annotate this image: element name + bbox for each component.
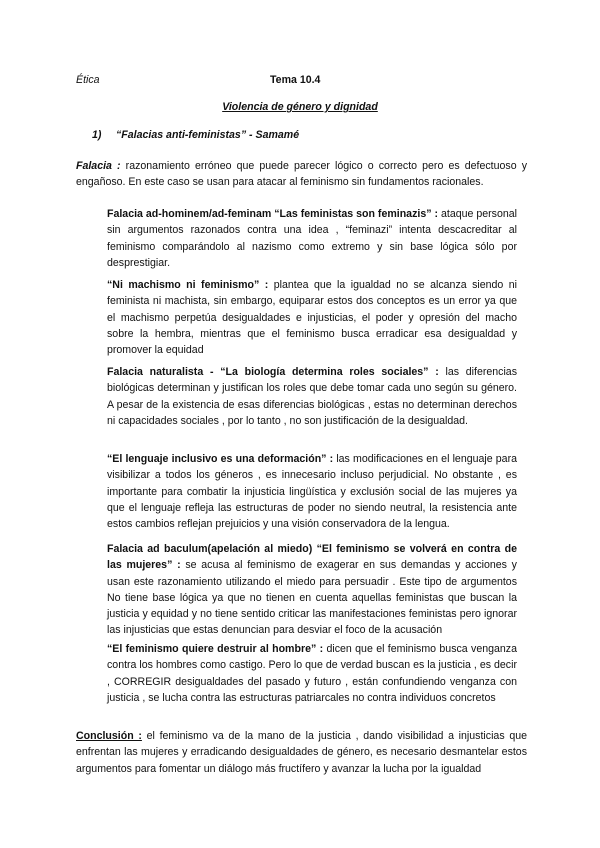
fallacy-heading: “Ni machismo ni feminismo” : xyxy=(107,279,269,291)
fallacy-item xyxy=(107,451,517,532)
fallacy-heading: “El lenguaje inclusivo es una deformación” : xyxy=(107,453,334,465)
section-heading xyxy=(92,127,299,143)
conclusion-text: el feminismo va de la mano de la justicia , dando visibilidad a injusticias que enfrentan las mujeres y erradicando desigualdades de género, es necesario desmantelar estos argumentos para fomentar un diálogo más fructífero y avanzar la lucha por la igualdad xyxy=(76,730,527,775)
fallacy-heading: Falacia ad baculum(apelación al miedo) “El feminismo se volverá en contra de las mujeres” : xyxy=(107,543,517,572)
topic-number: Tema 10.4 xyxy=(270,74,321,86)
fallacy-heading: “El feminismo quiere destruir al hombre” : xyxy=(107,643,324,655)
fallacy-text: las modificaciones en el lenguaje para visibilizar a todos los géneros , es innecesario incluso perjudicial. No obstante , es importante para combatir la injusticia lingüística y exclusión social de las mujeres ya que el lenguaje refleja las estructuras de poder no siendo neutral, la resistencia ante estos cambios reflejan prejuicios y una visión conservadora de la lengua. xyxy=(107,453,517,531)
fallacy-item xyxy=(107,641,517,706)
fallacy-text: ataque personal sin argumentos razonados contra una idea , “feminazi” intenta descacreditar al feminismo comparándolo al nazismo como extremo y sin base lógica sólo por desprestigiar. xyxy=(107,208,517,269)
conclusion-paragraph xyxy=(76,728,527,777)
fallacy-text: se acusa al feminismo de exagerar en sus demandas y acciones y usan este razonamiento utilizando el miedo para persuadir . Este tipo de argumentos No tiene base lógica ya que no tienen en cuenta aquellas feministas que buscan la justicia y equidad y no tiene sentido criticar las manifestaciones feministas pero ignorar las injusticias que estas denuncian para desviar el foco de la acusación xyxy=(107,559,517,637)
intro-term: Falacia : xyxy=(76,160,121,172)
fallacy-text: plantea que la igualdad no se alcanza siendo ni feminista ni machista, sin embargo, equiparar estos dos conceptos es un error ya que el machismo perpetúa desigualdades e injusticias, el poder y opresión del macho sobre la hembra, mientras que el feminismo busca erradicar esa desigualdad y promover la equidad xyxy=(107,279,517,357)
conclusion-label: Conclusión : xyxy=(76,730,142,742)
intro-text: razonamiento erróneo que puede parecer lógico o correcto pero es defectuoso y engañoso. En este caso se usan para atacar al feminismo sin fundamentos racionales. xyxy=(76,160,527,189)
fallacy-item xyxy=(107,541,517,639)
fallacy-item xyxy=(107,364,517,429)
fallacy-heading: Falacia ad-hominem/ad-feminam “Las feministas son feminazis” : xyxy=(107,208,439,220)
intro-paragraph xyxy=(76,158,527,191)
fallacy-text: dicen que el feminismo busca venganza contra los hombres como castigo. Pero lo que de verdad buscan es la justicia , es decir , CORREGIR desigualdades del pasado y futuro , están confundiendo venganza con justicia , se lucha contra las estructuras patriarcales no contra individuos concretos xyxy=(107,643,517,704)
fallacy-text: las diferencias biológicas determinan y justifican los roles que debe tomar cada uno según su género. A pesar de la existencia de esas diferencias biológicas , estas no determinan derechos ni capacidades sociales , por lo tanto , no son justificación de la desigualdad. xyxy=(107,366,517,427)
page-title: Violencia de género y dignidad xyxy=(222,101,378,113)
fallacy-item xyxy=(107,206,517,271)
fallacy-heading: Falacia naturalista - “La biología determina roles sociales” : xyxy=(107,366,439,378)
fallacy-item xyxy=(107,277,517,358)
section-title: “Falacias anti-feministas” - Samamé xyxy=(116,129,300,141)
subject-label: Ética xyxy=(76,74,100,86)
section-number: 1) xyxy=(92,129,102,141)
